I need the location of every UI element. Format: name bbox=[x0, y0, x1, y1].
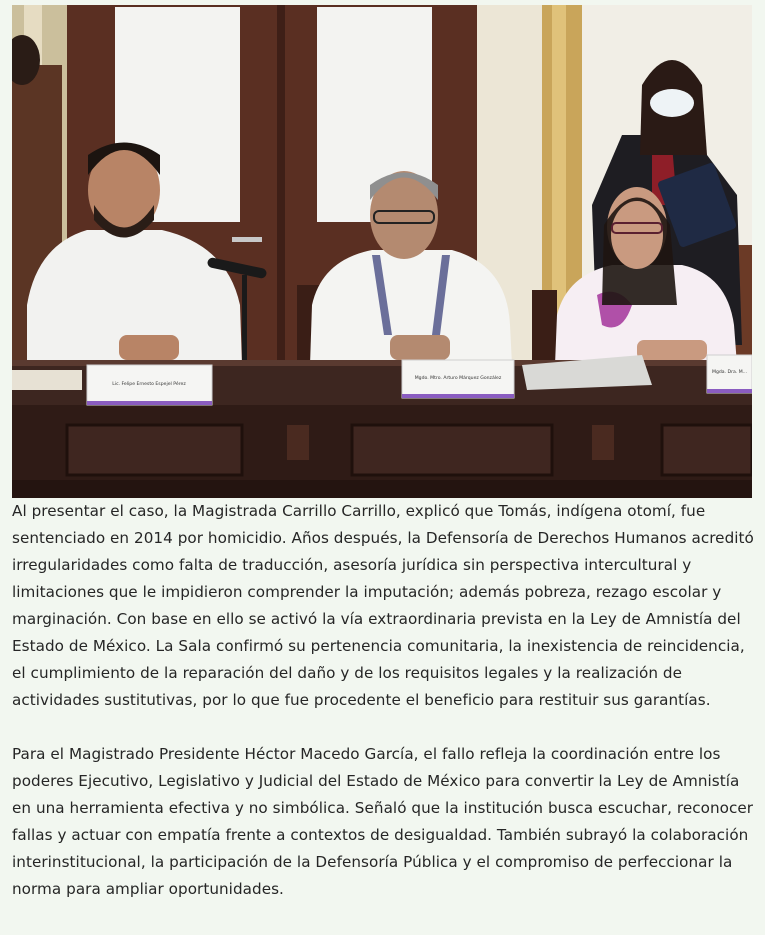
photo-illustration bbox=[12, 5, 752, 498]
article-body bbox=[12, 498, 757, 903]
name-card-text: Mgdo. Mtro. Arturo Márquez González bbox=[414, 376, 502, 381]
name-card bbox=[87, 365, 212, 405]
name-card bbox=[402, 360, 514, 398]
article-photo bbox=[12, 5, 752, 498]
name-card-text: Mgda. Dra. M... bbox=[712, 370, 748, 375]
name-card bbox=[707, 355, 752, 393]
article-paragraph: Para el Magistrado Presidente Héctor Macedo García, el fallo refleja la coordinación entre los poderes Ejecutivo, Legislativo y Judicial del Estado de México para convertir la Ley de Amnistía en una herramienta efectiva y no simbólica. Señaló que la institución busca escuchar, reconocer fallas y actuar con empatía frente a contextos de desigualdad. También subrayó la colaboración interinstitucional, la participación de la Defensoría Pública y el compromiso de perfeccionar la norma para ampliar oportunidades. bbox=[12, 745, 754, 898]
name-card-text: Lic. Felipe Ernesto Espejel Pérez bbox=[112, 382, 186, 387]
article-paragraph: Al presentar el caso, la Magistrada Carrillo Carrillo, explicó que Tomás, indígena otomí, fue sentenciado en 2014 por homicidio. Años después, la Defensoría de Derechos Humanos acreditó irregularidades como falta de traducción, asesoría jurídica sin perspectiva intercultural y limitaciones que le impidieron comprender la imputación; además pobreza, rezago escolar y marginación. Con base en ello se activó la vía extraordinaria prevista en la Ley de Amnistía del Estado de México. La Sala confirmó su pertenencia comunitaria, la inexistencia de reincidencia, el cumplimiento de la reparación del daño y de los requisitos legales y la realización de actividades sustitutivas, por lo que fue procedente el beneficio para restituir sus garantías. bbox=[12, 502, 754, 709]
